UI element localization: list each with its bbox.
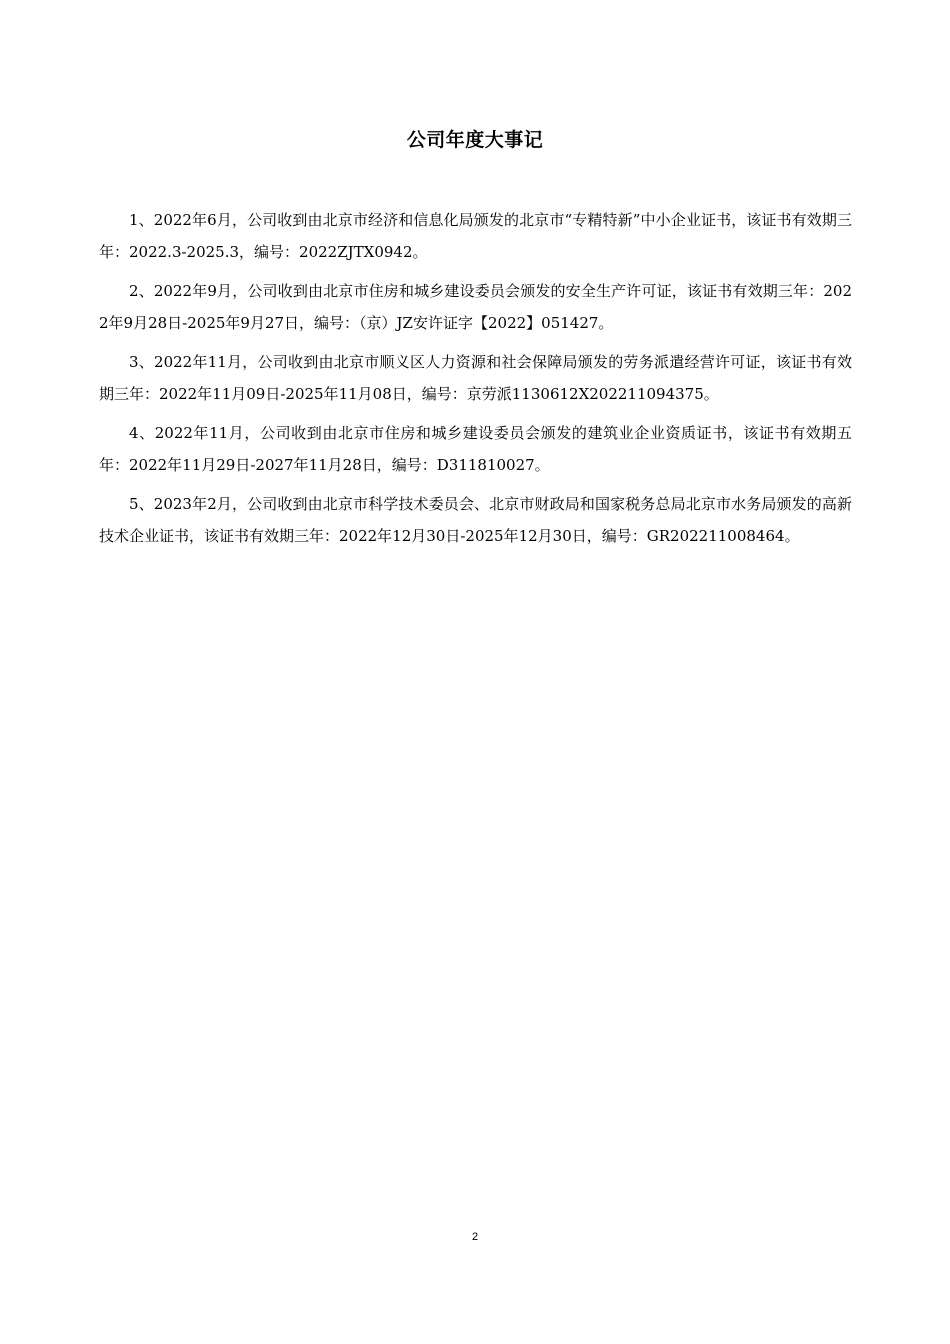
event-paragraph-1: 1、2022年6月，公司收到由北京市经济和信息化局颁发的北京市“专精特新”中小企业证书，该证书有效期三年：2022.3-2025.3，编号：2022ZJTX0942。 [99,211,852,261]
event-paragraph-2: 2、2022年9月，公司收到由北京市住房和城乡建设委员会颁发的安全生产许可证，该证书有效期三年：2022年9月28日-2025年9月27日，编号：（京）JZ安许证字【2022】051427。 [99,282,852,332]
events-list [99,204,852,559]
event-paragraph-5: 5、2023年2月，公司收到由北京市科学技术委员会、北京市财政局和国家税务总局北京市水务局颁发的高新技术企业证书，该证书有效期三年：2022年12月30日-2025年12月30日，编号：GR202211008464。 [99,495,852,545]
page-number: 2 [471,1231,479,1243]
event-paragraph-4: 4、2022年11月，公司收到由北京市住房和城乡建设委员会颁发的建筑业企业资质证书，该证书有效期五年：2022年11月29日-2027年11月28日，编号：D311810027。 [99,424,852,474]
event-paragraph-3: 3、2022年11月，公司收到由北京市顺义区人力资源和社会保障局颁发的劳务派遣经营许可证，该证书有效期三年：2022年11月09日-2025年11月08日，编号：京劳派1130612X202211094375。 [99,353,852,403]
page-title: 公司年度大事记 [406,129,544,151]
